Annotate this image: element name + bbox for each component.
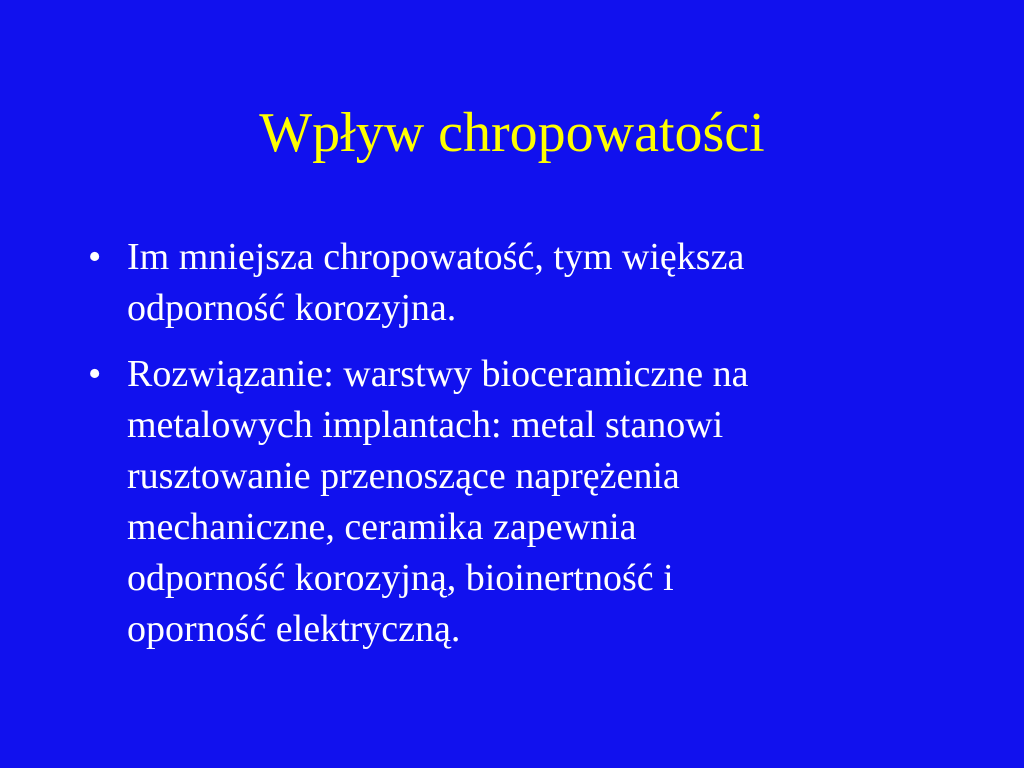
bullet-line: rusztowanie przenoszące naprężenia [127, 455, 680, 497]
bullet-list [88, 232, 968, 670]
bullet-item-2 [88, 349, 968, 655]
bullet-line: metalowych implantach: metal stanowi [127, 404, 724, 446]
bullet-dot-icon: • [88, 236, 102, 278]
bullet-line: mechaniczne, ceramika zapewnia [127, 506, 637, 548]
bullet-line: oporność elektryczną. [127, 608, 461, 650]
slide-title: Wpływ chropowatości [259, 102, 765, 164]
bullet-dot-icon: • [88, 353, 102, 395]
bullet-line: Rozwiązanie: warstwy bioceramiczne na [127, 353, 749, 395]
bullet-line: odporność korozyjną, bioinertność i [127, 557, 674, 599]
bullet-line: Im mniejsza chropowatość, tym większa [127, 236, 745, 278]
bullet-line: odporność korozyjna. [127, 287, 457, 329]
bullet-item-1 [88, 232, 968, 334]
